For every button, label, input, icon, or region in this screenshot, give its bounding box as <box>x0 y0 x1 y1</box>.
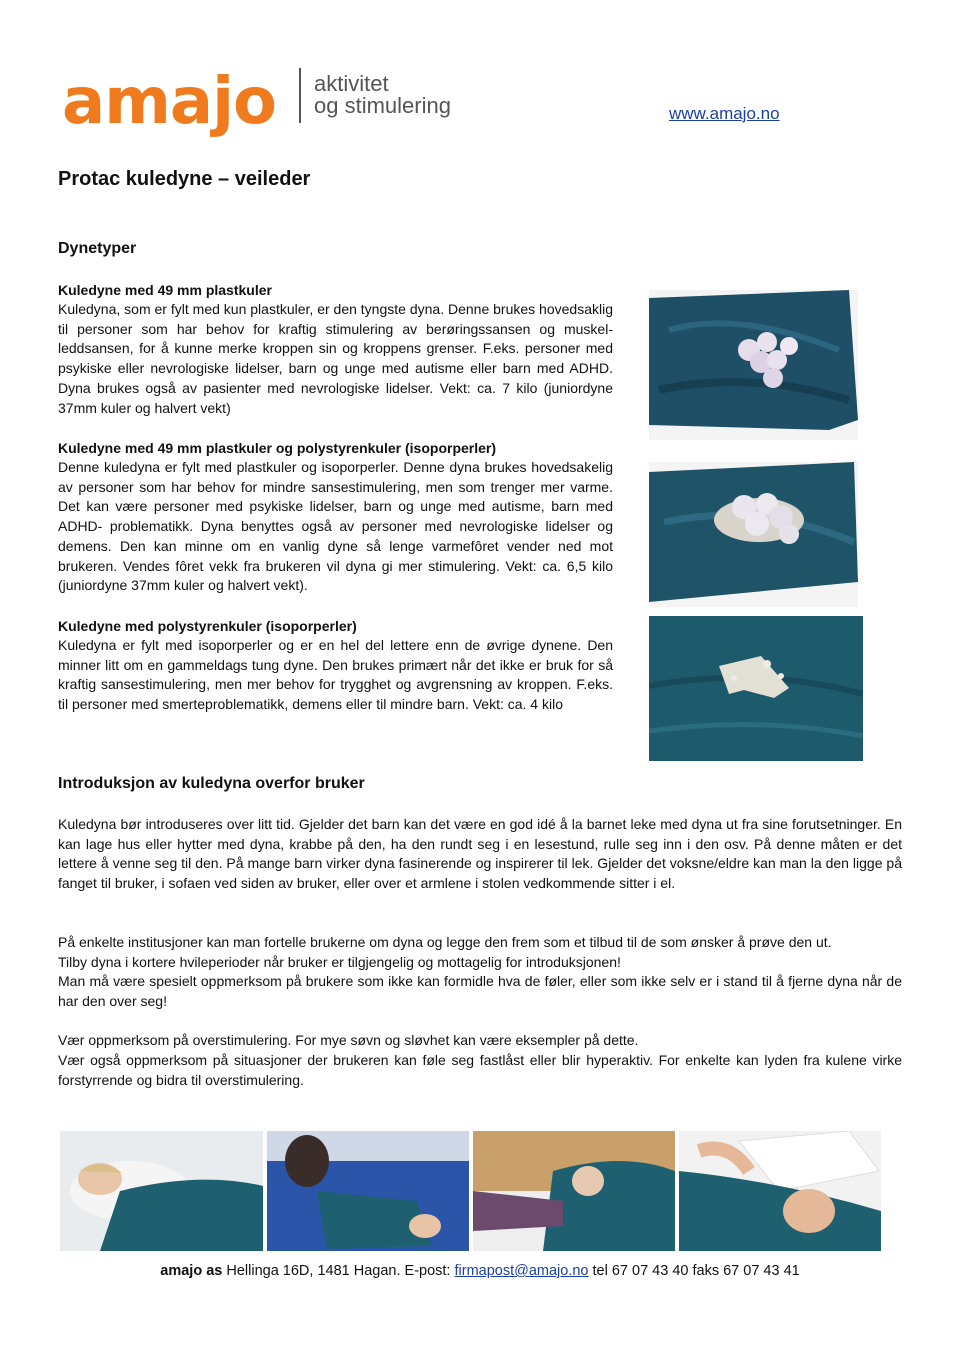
footer-address: Hellinga 16D, 1481 Hagan. E-post: <box>222 1263 455 1279</box>
intro-paragraph-1: Kuledyna bør introduseres over litt tid. Gjelder det barn kan det være en god idé å la barnet leke med dyna ut fra sine forutsetninger. En kan lage hus eller hytter med dyna, krabbe på den, ha den rundt seg i en lesestund, rulle seg inn i den osv. På denne måten er det lettere å venne seg til den. På mange barn virker dyna fasinerende og inspirerer til lek. Gjelder det voksne/eldre kan man la den ligge på fanget til bruker, i sofaen ved siden av bruker, eller over et armlene i stolen vedkommende sitter i el. <box>58 816 902 892</box>
item-heading-plast-og-isopor: Kuledyne med 49 mm plastkuler og polystyrenkuler (isoporperler) <box>58 440 497 456</box>
section-heading-introduksjon: Introduksjon av kuledyna overfor bruker <box>58 775 365 792</box>
footer-contact <box>0 1263 960 1279</box>
intro-paragraph-2a: På enkelte institusjoner kan man fortelle brukerne om dyna og legge den frem som et tilbud til de som ønsker å prøve den ut. <box>58 934 832 950</box>
page-title: Protac kuledyne – veileder <box>58 168 311 190</box>
footer-company: amajo as <box>160 1263 223 1279</box>
intro-paragraph-3b: Vær også oppmerksom på situasjoner der brukeren kan føle seg fastlåst eller blir hyperaktiv. For enkelte kan lyden fra kulene virke forstyrrende og bidra til overstimulering. <box>58 1052 902 1088</box>
section-heading-dynetyper: Dynetyper <box>58 240 137 257</box>
item-text-plast-og-isopor: Denne kuledyna er fylt med plastkuler og isoporperler. Denne dyna brukes hovedsakelig av personer som har behov for mindre sansestimulering, men som trenger mer varme. Det kan være personer med psykiske lidelser, barn og unge med autisme, barn med ADHD- problematikk. Dyna benyttes også av personer med nevrologiske lidelser og demens. Den kan minne om en vanlig dyne så lenge varmefôret vender ned mot brukeren. Vendes fôret vekk fra brukeren vil dyna gi mer stimulering. Vekt: ca. 6,5 kilo (juniordyne 37mm kuler og halvert vekt). <box>58 459 613 594</box>
logo-tagline-line1: aktivitet <box>314 71 389 96</box>
duvet-plastic-balls-photo <box>649 290 858 440</box>
item-heading-plastkuler: Kuledyne med 49 mm plastkuler <box>58 282 272 298</box>
footer-email-link[interactable]: firmapost@amajo.no <box>454 1263 589 1279</box>
footer-phone: tel 67 07 43 40 faks 67 07 43 41 <box>588 1263 800 1279</box>
intro-paragraph-2c: Man må være spesielt oppmerksom på brukere som ikke kan formidle hva de føler, eller som ikke selv er i stand til å fjerne dyna når de har den over seg! <box>58 973 902 1009</box>
intro-paragraph-3a: Vær oppmerksom på overstimulering. For mye søvn og sløvhet kan være eksempler på dette. <box>58 1032 639 1048</box>
duvet-polystyrene-beads-photo <box>649 616 863 761</box>
website-link[interactable]: www.amajo.no <box>669 104 780 123</box>
logo-tagline-line2: og stimulering <box>314 93 451 118</box>
item-text-isopor: Kuledyna er fylt med isoporperler og er en hel del lettere enn de øvrige dynene. Den minner litt om en gammeldags tung dyne. Den brukes primært når det ikke er bruk for så kraftig sansestimulering, men mer behov for trygghet og avgrensning av kroppen. F.eks. til personer med smerteproblematikk, demens eller til mindre barn. Vekt: ca. 4 kilo <box>58 637 613 713</box>
logo-divider <box>299 68 301 123</box>
intro-paragraph-2b: Tilby dyna i kortere hvileperioder når bruker er tilgjengelig og mottagelig for introduksjonen! <box>58 954 621 970</box>
item-text-plastkuler: Kuledyna, som er fylt med kun plastkuler, er den tyngste dyna. Denne brukes hovedsaklig til personer som har behov for kraftig stimulering av berøringssansen og muskel- leddsansen, for å kunne merke kroppen sin og kroppens grenser. F.eks. personer med psykiske eller nevrologiske lidelser, barn og unge med autisme eller barn med ADHD. Dyna brukes også av pasienter med nevrologiske lidelser. Vekt: ca. 7 kilo (juniordyne 37mm kuler og halvert vekt) <box>58 301 613 416</box>
elderly-woman-in-bed-photo <box>473 1131 675 1251</box>
man-with-duvet-photo <box>679 1131 881 1251</box>
amajo-logo: amajo <box>62 65 276 139</box>
child-on-duvet-photo <box>267 1131 469 1251</box>
woman-under-duvet-photo <box>60 1131 263 1251</box>
item-heading-isopor: Kuledyne med polystyrenkuler (isoporperler) <box>58 618 357 634</box>
duvet-balls-and-beads-photo <box>649 462 858 607</box>
